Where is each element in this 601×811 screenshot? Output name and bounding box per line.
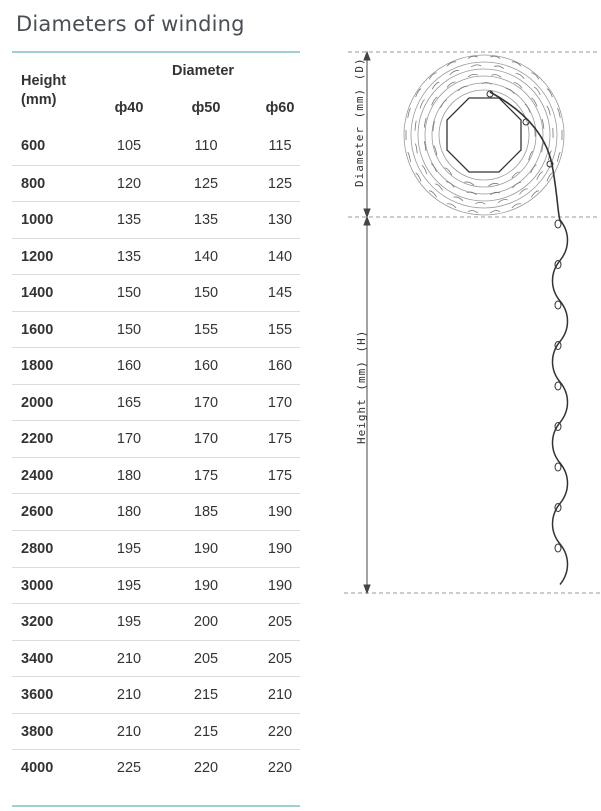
- table-row: [12, 457, 300, 494]
- diameter-d40-cell: 120: [116, 175, 142, 192]
- barb-mark: [458, 86, 467, 90]
- diameter-d40-cell: 135: [116, 212, 142, 229]
- column-header-d40: ф40: [114, 100, 144, 116]
- diameter-d40-cell: 195: [116, 541, 142, 558]
- barb-mark: [471, 65, 481, 67]
- barb-mark: [490, 192, 500, 195]
- diameter-d40-cell: 195: [116, 614, 142, 631]
- diameter-d40-cell: 210: [116, 723, 142, 740]
- wire-clip: [555, 301, 561, 309]
- table-row: [12, 567, 300, 604]
- table-row: [12, 676, 300, 713]
- height-cell: 1800: [21, 358, 54, 375]
- column-header-d50: ф50: [191, 100, 221, 116]
- height-cell: 2000: [21, 394, 54, 411]
- height-cell: 4000: [21, 760, 54, 777]
- table-row: [12, 493, 300, 530]
- height-label: Height (mm) (H): [355, 329, 368, 444]
- diameter-d40-cell: 170: [116, 431, 142, 448]
- diameter-d50-cell: 140: [193, 248, 219, 265]
- diameter-d60-cell: 145: [267, 285, 293, 302]
- page-title: Diameters of winding: [16, 12, 245, 36]
- diameter-d40-cell: 135: [116, 248, 142, 265]
- barb-mark: [514, 83, 522, 89]
- table-row: [12, 384, 300, 421]
- winding-diameter-table: [12, 56, 300, 786]
- diameter-d50-cell: 175: [193, 467, 219, 484]
- barb-mark: [447, 204, 456, 208]
- wire-clip: [555, 544, 561, 552]
- diameter-d60-cell: 190: [267, 577, 293, 594]
- diameter-d50-cell: 190: [193, 541, 219, 558]
- table-row: [12, 347, 300, 384]
- diameter-d50-cell: 185: [193, 504, 219, 521]
- barb-mark: [435, 184, 443, 191]
- table-row: [12, 640, 300, 677]
- diameter-label: Diameter (mm) (D): [353, 57, 366, 187]
- table-row: [12, 311, 300, 348]
- diameter-d40-cell: 180: [116, 467, 142, 484]
- height-cell: 3800: [21, 723, 54, 740]
- diameter-d50-cell: 110: [194, 138, 218, 154]
- diameter-d50-cell: 205: [193, 650, 219, 667]
- diameter-d60-cell: 160: [267, 358, 293, 375]
- height-cell: 600: [21, 138, 46, 154]
- diameter-d40-cell: 160: [116, 358, 142, 375]
- diameter-d40-cell: 150: [116, 321, 142, 338]
- diameter-d60-cell: 155: [267, 321, 293, 338]
- barb-mark: [447, 62, 456, 66]
- diameter-d50-cell: 170: [193, 431, 219, 448]
- table-header: [12, 56, 300, 128]
- table-row: [12, 530, 300, 567]
- barb-mark: [415, 144, 417, 154]
- height-cell: 3400: [21, 650, 54, 667]
- diameter-d60-cell: 125: [267, 175, 293, 192]
- table-row: [12, 603, 300, 640]
- barb-mark: [446, 182, 454, 188]
- barb-mark: [494, 66, 504, 69]
- barb-mark: [490, 211, 500, 213]
- winding-diagram: [338, 40, 600, 610]
- octagon-core: [447, 98, 521, 172]
- height-arrow-top: [364, 217, 370, 225]
- height-cell: 3000: [21, 577, 54, 594]
- table-row: [12, 165, 300, 202]
- diameter-d60-cell: 190: [267, 504, 293, 521]
- barb-mark: [513, 183, 521, 188]
- title-divider: [12, 51, 300, 53]
- height-cell: 800: [21, 175, 46, 192]
- diameter-d50-cell: 220: [193, 760, 219, 777]
- barb-mark: [468, 211, 478, 213]
- diameter-d50-cell: 160: [193, 358, 219, 375]
- height-cell: 1400: [21, 285, 54, 302]
- barb-mark: [445, 168, 452, 175]
- diameter-d60-cell: 175: [267, 431, 293, 448]
- diameter-d40-cell: 165: [116, 394, 142, 411]
- diameter-d60-cell: 130: [267, 212, 293, 229]
- table-row: [12, 128, 300, 165]
- table-row: [12, 713, 300, 750]
- diameter-d50-cell: 125: [193, 175, 219, 192]
- diameter-d50-cell: 135: [193, 212, 219, 229]
- barb-mark: [467, 192, 477, 195]
- barb-mark: [534, 87, 540, 95]
- height-cell: 3600: [21, 687, 54, 704]
- height-cell: 1200: [21, 248, 54, 265]
- diameter-d50-cell: 170: [193, 394, 219, 411]
- table-row: [12, 420, 300, 457]
- wire-clip: [555, 463, 561, 471]
- diameter-d60-cell: 115: [268, 138, 292, 154]
- diameter-d60-cell: 205: [267, 650, 293, 667]
- barb-mark: [547, 106, 551, 115]
- diameter-d60-cell: 190: [267, 541, 293, 558]
- diameter-group-header: Diameter: [172, 63, 235, 79]
- table-row: [12, 238, 300, 275]
- height-cell: 2400: [21, 467, 54, 484]
- wire-clip: [555, 220, 561, 228]
- table-row: [12, 274, 300, 311]
- bottom-divider: [12, 805, 300, 807]
- column-header-d60: ф60: [265, 100, 295, 116]
- table-body: [12, 128, 300, 786]
- height-cell: 1600: [21, 321, 54, 338]
- diameter-d40-cell: 210: [116, 687, 142, 704]
- height-header-unit: (mm): [21, 92, 57, 108]
- barb-mark: [454, 197, 463, 201]
- barb-mark: [475, 202, 485, 204]
- diameter-d50-cell: 200: [193, 614, 219, 631]
- diameter-d50-cell: 150: [193, 285, 219, 302]
- height-header-label: Height: [21, 73, 67, 89]
- barb-mark: [498, 200, 508, 203]
- table-row: [12, 749, 300, 786]
- height-cell: 2200: [21, 431, 54, 448]
- diameter-d60-cell: 140: [267, 248, 293, 265]
- height-cell: 2800: [21, 541, 54, 558]
- diameter-d50-cell: 215: [193, 687, 219, 704]
- barb-mark: [532, 98, 537, 106]
- diameter-d40-cell: 225: [116, 760, 142, 777]
- diameter-d60-cell: 175: [267, 467, 293, 484]
- barb-mark: [512, 62, 521, 66]
- diameter-d40-cell: 195: [116, 577, 142, 594]
- diameter-d50-cell: 190: [193, 577, 219, 594]
- diameter-d60-cell: 170: [267, 394, 293, 411]
- barb-mark: [531, 165, 537, 173]
- diameter-d50-cell: 215: [193, 723, 219, 740]
- diameter-d50-cell: 155: [193, 321, 219, 338]
- barb-mark: [512, 172, 520, 178]
- diameter-d40-cell: 150: [116, 285, 142, 302]
- height-cell: 1000: [21, 212, 54, 229]
- table-row: [12, 201, 300, 238]
- barb-mark: [525, 104, 530, 113]
- diameter-d40-cell: 180: [116, 504, 142, 521]
- diameter-d60-cell: 205: [267, 614, 293, 631]
- height-cell: 2600: [21, 504, 54, 521]
- wire-clip: [555, 382, 561, 390]
- barb-mark: [441, 100, 447, 108]
- diameter-d60-cell: 220: [267, 723, 293, 740]
- barb-mark: [415, 121, 416, 131]
- height-column-header: [21, 72, 66, 110]
- height-cell: 3200: [21, 614, 54, 631]
- barb-mark: [432, 82, 439, 89]
- barb-mark: [512, 204, 521, 208]
- diameter-d40-cell: 210: [116, 650, 142, 667]
- diameter-d40-cell: 105: [116, 138, 142, 154]
- diameter-d60-cell: 220: [267, 760, 293, 777]
- hanging-wire: [553, 220, 568, 585]
- barb-mark: [432, 97, 438, 105]
- barb-mark: [506, 89, 515, 94]
- diameter-d60-cell: 210: [267, 687, 293, 704]
- barb-mark: [431, 164, 436, 172]
- height-arrow-bottom: [364, 585, 370, 593]
- barb-mark: [447, 82, 455, 87]
